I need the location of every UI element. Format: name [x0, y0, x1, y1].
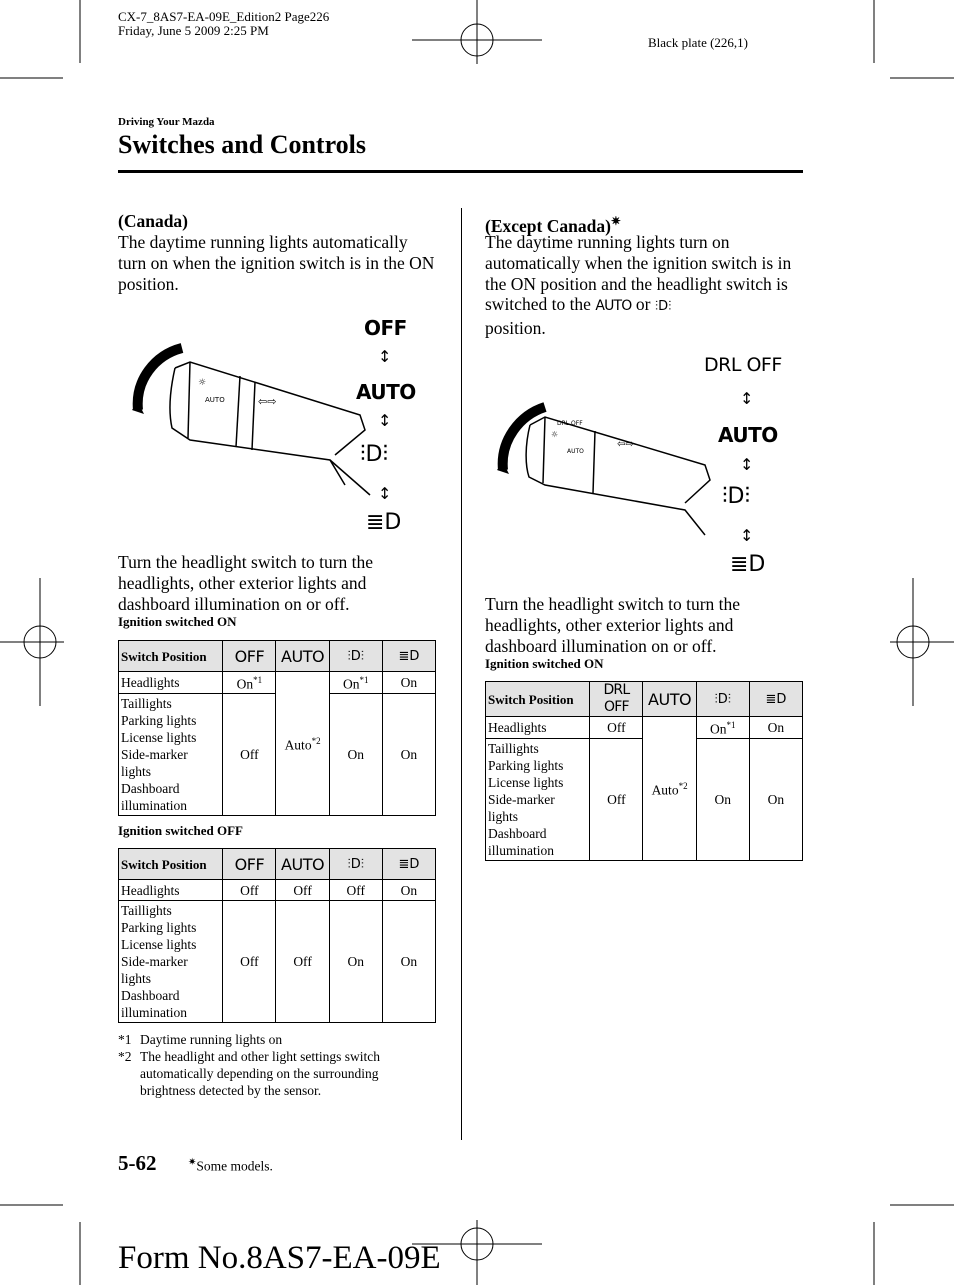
left-table-ignition-on — [118, 640, 436, 816]
parking-lights-icon: ⫶D⫶ — [329, 849, 382, 880]
table-row — [486, 717, 803, 739]
arrow-icon: ↕ — [378, 484, 392, 503]
figure-label-drl-off: DRL OFF — [704, 354, 782, 376]
footnote-2: *2 The headlight and other light settings switch automatically depending on the surrounding brightness detected by the sensor. — [118, 1049, 380, 1098]
cell: Off — [590, 717, 643, 739]
header-auto: AUTO — [276, 641, 329, 672]
parking-lights-icon: ⫶D⫶ — [329, 641, 382, 672]
cell: Off — [590, 738, 643, 860]
svg-text:☼: ☼ — [551, 430, 559, 439]
headlight-icon: ≣D — [382, 849, 435, 880]
headlight-icon: ≣D — [730, 552, 766, 577]
cell: On$^{*1}$ — [329, 672, 382, 694]
header-off: OFF — [223, 849, 276, 880]
cell: On$^{*1}$ — [223, 672, 276, 694]
svg-text:⇦⇨: ⇦⇨ — [617, 439, 634, 450]
print-header-line2: Friday, June 5 2009 2:25 PM — [118, 23, 269, 38]
parking-lights-icon: ⫶D⫶ — [722, 484, 750, 509]
right-table-ignition-on — [485, 681, 803, 861]
parking-lights-icon: ⫶D⫶ — [654, 299, 672, 315]
headlight-switch-figure-canada — [130, 310, 440, 535]
cell: On — [382, 693, 435, 815]
cell: Headlights — [119, 880, 223, 901]
header-auto: AUTO — [643, 682, 696, 717]
svg-text:AUTO: AUTO — [567, 448, 584, 455]
right-turn-text: Turn the headlight switch to turn the headlights, other exterior lights and dashboard illumination on or off. — [485, 594, 741, 656]
svg-text:⇦⇨: ⇦⇨ — [258, 395, 277, 408]
headlight-icon: ≣D — [366, 510, 402, 535]
figure-label-off: OFF — [364, 316, 407, 340]
table-row — [119, 672, 436, 694]
cell: On — [382, 880, 435, 901]
svg-text:DRL OFF: DRL OFF — [557, 420, 583, 427]
svg-text:☼: ☼ — [198, 378, 207, 388]
cell: On — [749, 738, 802, 860]
column-divider — [461, 208, 462, 1140]
page-title: Switches and Controls — [118, 130, 367, 159]
left-table-on-label: Ignition switched ON — [118, 614, 237, 629]
table-row — [119, 880, 436, 901]
header-drl-off: DRL OFF — [590, 682, 643, 717]
figure-label-auto: AUTO — [718, 423, 778, 447]
right-table-on-label: Ignition switched ON — [485, 656, 604, 671]
table-row — [119, 901, 436, 1023]
cell: On — [749, 717, 802, 739]
cell: Headlights — [486, 717, 590, 739]
table-header-row — [119, 849, 436, 880]
arrow-icon: ↕ — [740, 526, 754, 545]
some-models-note: ✷Some models. — [188, 1157, 273, 1174]
arrow-icon: ↕ — [378, 347, 392, 366]
table-header-row — [119, 641, 436, 672]
cell: Taillights Parking lights License lights Side-marker lights Dashboard illumination — [119, 901, 223, 1023]
title-rule — [118, 170, 803, 173]
print-header-line1: CX-7_8AS7-EA-09E_Edition2 Page226 — [118, 9, 330, 24]
cell: Off — [329, 880, 382, 901]
canada-intro: The daytime running lights automatically turn on when the ignition switch is in the ON position. — [118, 232, 435, 294]
plate-label: Black plate (226,1) — [648, 35, 748, 50]
cell: Taillights Parking lights License lights Side-marker lights Dashboard illumination — [119, 693, 223, 815]
cell: On — [329, 693, 382, 815]
figure-label-auto: AUTO — [356, 380, 416, 404]
parking-lights-icon: ⫶D⫶ — [696, 682, 749, 717]
page-number: 5-62 — [118, 1151, 157, 1175]
canada-heading: (Canada) — [118, 211, 189, 231]
header-switch-position: Switch Position — [486, 682, 590, 717]
arrow-icon: ↕ — [740, 455, 754, 474]
arrow-icon: ↕ — [740, 389, 754, 408]
headlight-icon: ≣D — [749, 682, 802, 717]
headlight-switch-figure-except-canada — [495, 385, 745, 565]
cell: Off — [276, 901, 329, 1023]
headlight-icon: ≣D — [382, 641, 435, 672]
left-table-ignition-off — [118, 848, 436, 1023]
except-canada-intro: The daytime running lights turn on automatically when the ignition switch is in the ON position and the headlight switch is switched to the AUTO or ⫶D⫶ position. — [485, 232, 792, 339]
except-canada-heading: (Except Canada)✷ — [485, 214, 621, 236]
header-off: OFF — [223, 641, 276, 672]
cell: Off — [276, 880, 329, 901]
footnote-1: *1 Daytime running lights on — [118, 1032, 283, 1047]
cell: Headlights — [119, 672, 223, 694]
header-switch-position: Switch Position — [119, 641, 223, 672]
header-switch-position: Switch Position — [119, 849, 223, 880]
cell: Off — [223, 901, 276, 1023]
left-turn-text: Turn the headlight switch to turn the headlights, other exterior lights and dashboard illumination on or off. — [118, 552, 374, 614]
cell: On — [382, 672, 435, 694]
cell: On — [696, 738, 749, 860]
cell: Auto$^{*2}$ — [276, 672, 329, 816]
cell: Taillights Parking lights License lights Side-marker lights Dashboard illumination — [486, 738, 590, 860]
cell: On$^{*1}$ — [696, 717, 749, 739]
svg-text:AUTO: AUTO — [205, 396, 225, 404]
cell: Off — [223, 880, 276, 901]
parking-lights-icon: ⫶D⫶ — [360, 442, 388, 467]
header-auto: AUTO — [276, 849, 329, 880]
section-label: Driving Your Mazda — [118, 116, 215, 128]
cell: On — [329, 901, 382, 1023]
cell: On — [382, 901, 435, 1023]
table-header-row — [486, 682, 803, 717]
arrow-icon: ↕ — [378, 411, 392, 430]
cell: Off — [223, 693, 276, 815]
auto-label: AUTO — [595, 298, 632, 315]
form-number: Form No.8AS7-EA-09E — [118, 1240, 441, 1276]
cell: Auto$^{*2}$ — [643, 717, 696, 861]
left-table-off-label: Ignition switched OFF — [118, 823, 243, 838]
